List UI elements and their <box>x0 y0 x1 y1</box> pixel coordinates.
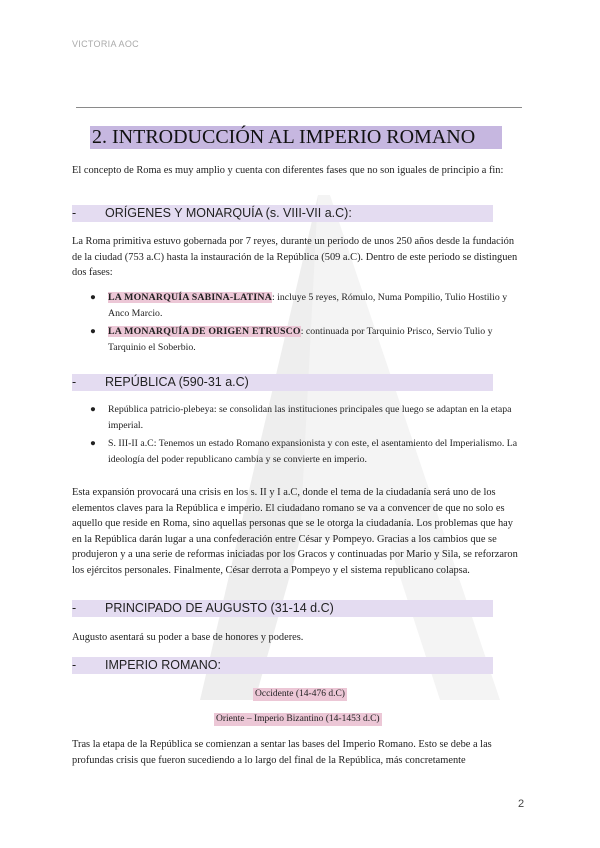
highlight-term: LA MONARQUÍA DE ORIGEN ETRUSCO <box>108 326 301 337</box>
principado-paragraph: Augusto asentará su poder a base de honores y poderes. <box>72 632 304 643</box>
list-item <box>90 324 520 356</box>
oriente-label: Oriente – Imperio Bizantino (14-1453 d.C) <box>216 714 380 724</box>
list-item <box>90 436 520 468</box>
highlight-term: LA MONARQUÍA SABINA-LATINA <box>108 292 272 303</box>
section-title: REPÚBLICA (590-31 a.C) <box>105 375 249 389</box>
republica-list <box>90 402 520 470</box>
bullet-icon: ● <box>90 438 96 449</box>
header-divider <box>76 107 522 108</box>
page-number: 2 <box>518 798 525 810</box>
list-item-text: República patricio-plebeya: se consolidan las instituciones principales que luego se adaptan en la etapa imperial. <box>108 404 512 431</box>
section-title: ORÍGENES Y MONARQUÍA (s. VIII-VII a.C): <box>105 206 352 220</box>
section-heading-principado <box>72 600 493 617</box>
section-dash: - <box>72 206 77 220</box>
imperio-paragraph: Tras la etapa de la República se comienzan a sentar las bases del Imperio Romano. Esto se debe a las profundas crisis que fueron sucediendo a lo largo del final de la República, más concretamente <box>72 739 492 766</box>
republica-paragraph: Esta expansión provocará una crisis en los s. II y I a.C, donde el tema de la ciudadanía será uno de los elementos claves para la República e imperio. El ciudadano romano se va a convencer de que no solo es aquello que reside en Roma, sino aquellas personas que se le otorga la ciudadanía. Los problemas que hay en la República darán lugar a una confederación entre César y Pompeyo. Gracias a los cambios que se produjeron y a una serie de reformas iniciadas por los Gracos y continuadas por Mario y Sila, se reforzaron los ejércitos personales. Finalmente, César derrota a Pompeyo y el sistema republicano colapsa. <box>72 487 518 576</box>
section-title: IMPERIO ROMANO: <box>105 658 221 672</box>
section-dash: - <box>72 601 77 615</box>
list-item-text: S. III-II a.C: Tenemos un estado Romano expansionista y con este, el asentamiento del Imperialismo. La ideología del poder republicano cambia y se convierte en imperio. <box>108 438 518 465</box>
occidente-label: Occidente (14-476 d.C) <box>255 689 345 699</box>
origenes-paragraph: La Roma primitiva estuvo gobernada por 7 reyes, durante un periodo de unos 250 años desde la fundación de la ciudad (753 a.C) hasta la instauración de la República (509 a.C). Dentro de este periodo se distinguen dos fases: <box>72 236 518 278</box>
section-heading-imperio <box>72 657 493 674</box>
bullet-icon: ● <box>90 326 96 337</box>
section-heading-origenes <box>72 205 493 222</box>
bullet-icon: ● <box>90 404 96 415</box>
intro-paragraph: El concepto de Roma es muy amplio y cuenta con diferentes fases que no son iguales de principio a fin: <box>72 165 504 176</box>
list-item <box>90 290 520 322</box>
bullet-icon: ● <box>90 292 96 303</box>
section-dash: - <box>72 658 77 672</box>
section-heading-republica <box>72 374 493 391</box>
list-item-text: : incluye 5 reyes, Rómulo, Numa Pompilio, Tulio Hostilio y Anco Marcio. <box>108 292 508 319</box>
list-item <box>90 402 520 434</box>
section-title: PRINCIPADO DE AUGUSTO (31-14 d.C) <box>105 601 334 615</box>
page-title: 2. INTRODUCCIÓN AL IMPERIO ROMANO <box>92 126 476 148</box>
section-dash: - <box>72 375 77 389</box>
list-item-text: : continuada por Tarquinio Prisco, Servio Tulio y Tarquinio el Soberbio. <box>108 326 493 353</box>
origenes-list <box>90 290 520 358</box>
header-brand: VICTORIA AOC <box>72 39 139 49</box>
